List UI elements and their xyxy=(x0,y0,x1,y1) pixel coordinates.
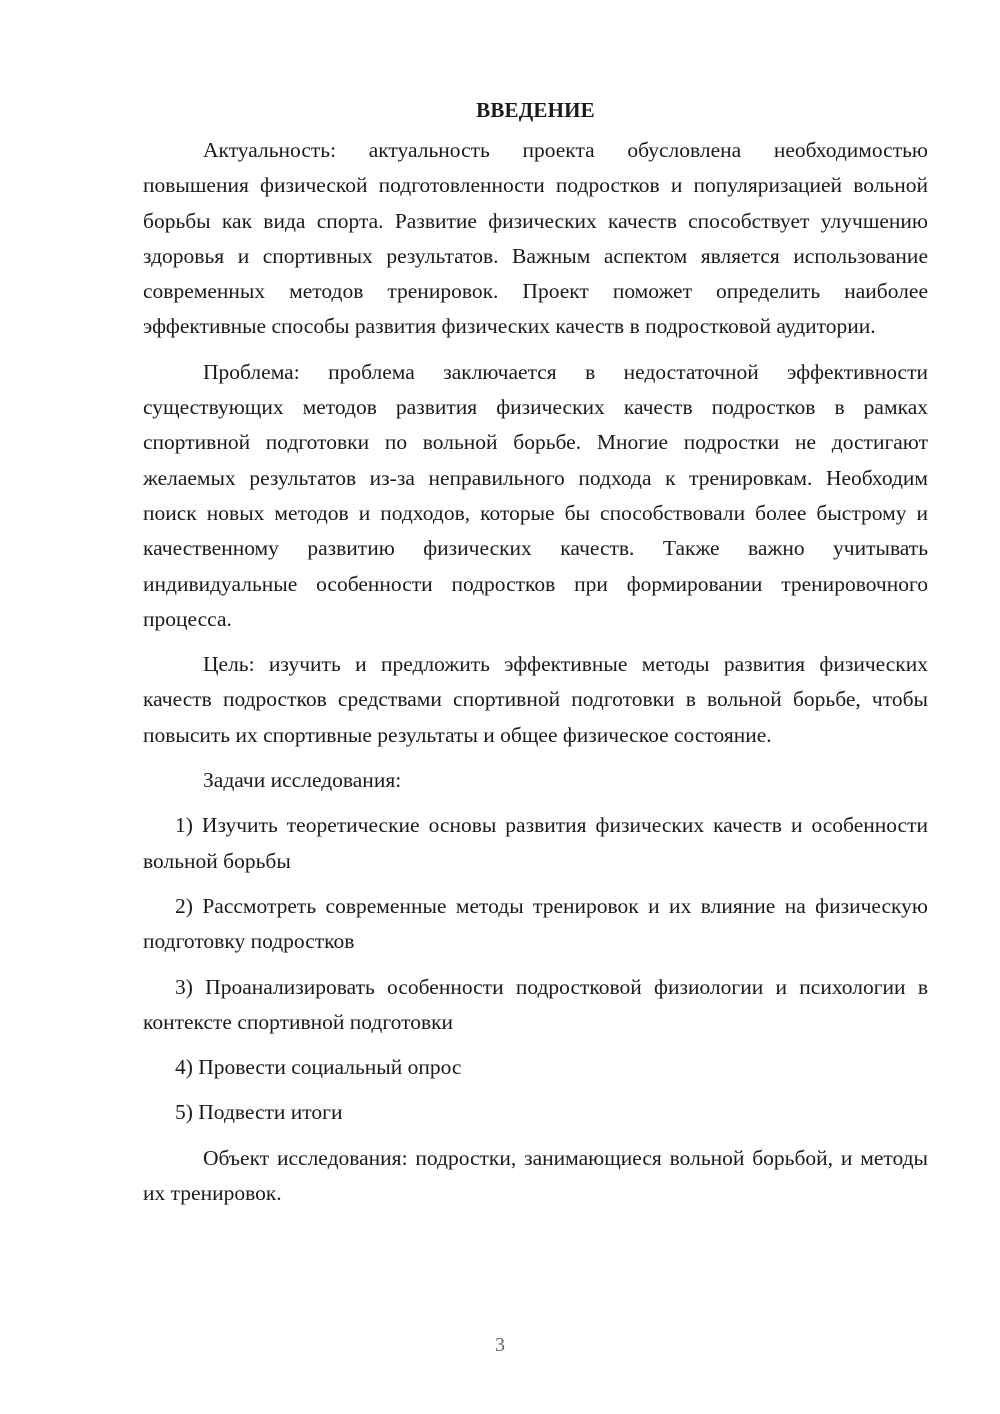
list-item-task-5: 5) Подвести итоги xyxy=(175,1100,343,1125)
paragraph-problem: Проблема: проблема заключается в недостаточной эффективности существующих методов развития физических качеств подростков в рамках спортивной подготовки по вольной борьбе. Многие подростки не достигают желаемых результатов из-за неправильного подхода к тренировкам. Необходим поиск новых методов и подходов, которые бы способствовали более быстрому и качественному развитию физических качеств. Также важно учитывать индивидуальные особенности подростков при формировании тренировочного процесса. xyxy=(143,359,928,631)
paragraph-goal: Цель: изучить и предложить эффективные методы развития физических качеств подростков средствами спортивной подготовки в вольной борьбе, чтобы повысить их спортивные результаты и общее физическое состояние. xyxy=(143,652,928,747)
list-item-task-4: 4) Провести социальный опрос xyxy=(175,1055,462,1080)
page-number: 3 xyxy=(495,1334,505,1356)
paragraph-object: Объект исследования: подростки, занимающиеся вольной борьбой, и методы их тренировок. xyxy=(143,1145,928,1206)
page-content xyxy=(143,96,928,1221)
paragraph-tasks-heading: Задачи исследования: xyxy=(203,768,402,793)
list-item-task-3: 3) Проанализировать особенности подростковой физиологии и психологии в контексте спортивной подготовки xyxy=(143,974,928,1034)
list-item-task-1: 1) Изучить теоретические основы развития физических качеств и особенности вольной борьбы xyxy=(143,813,928,873)
page-title: ВВЕДЕНИЕ xyxy=(476,98,595,122)
paragraph-relevance: Актуальность: актуальность проекта обусловлена необходимостью повышения физической подготовленности подростков и популяризацией вольной борьбы как вида спорта. Развитие физических качеств способствует улучшению здоровья и спортивных результатов. Важным аспектом является использование современных методов тренировок. Проект поможет определить наиболее эффективные способы развития физических качеств в подростковой аудитории. xyxy=(143,138,928,339)
list-item-task-2: 2) Рассмотреть современные методы тренировок и их влияние на физическую подготовку подростков xyxy=(143,893,928,954)
